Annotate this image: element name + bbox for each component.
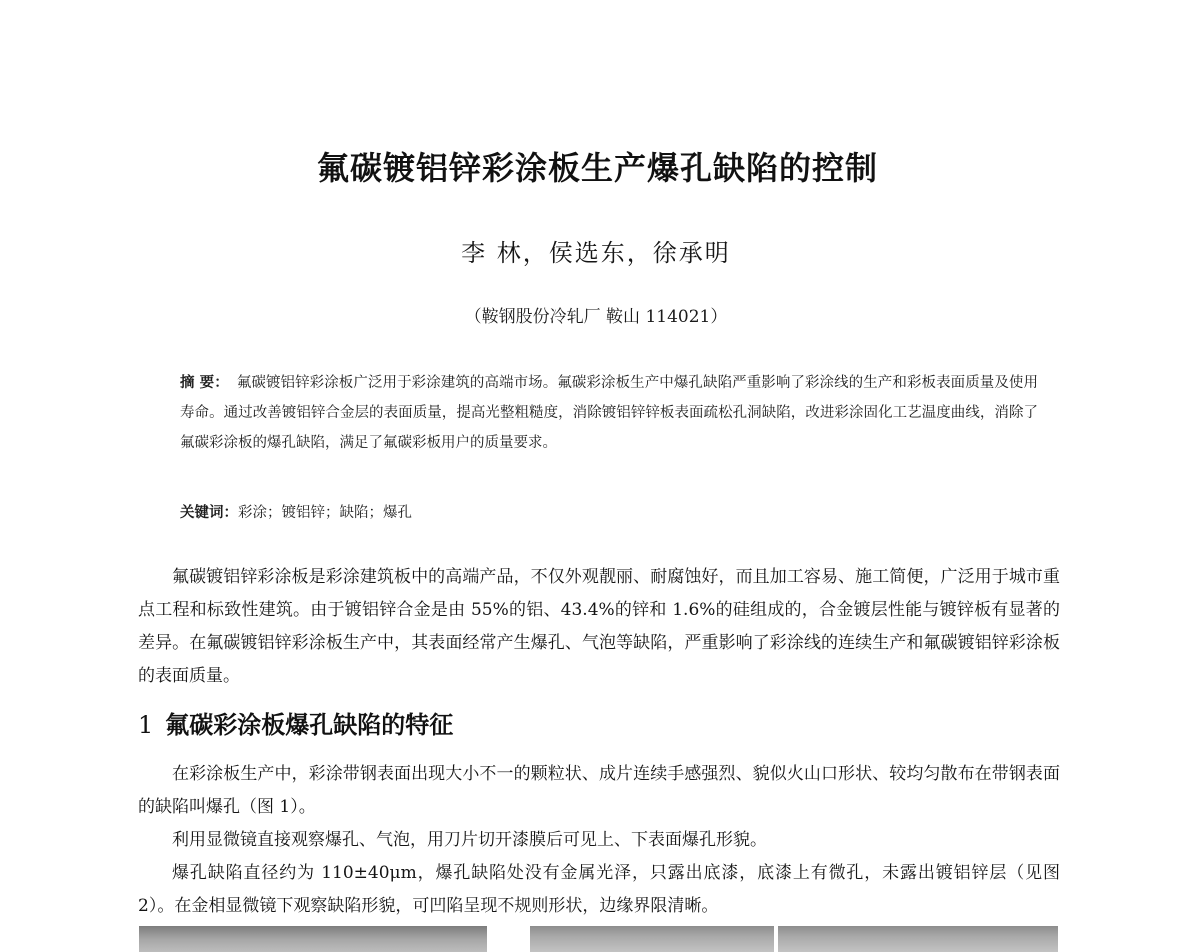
paper-title: 氟碳镀铝锌彩涂板生产爆孔缺陷的控制 (316, 149, 878, 187)
abstract-text: 氟碳镀铝锌彩涂板广泛用于彩涂建筑的高端市场。氟碳彩涂板生产中爆孔缺陷严重影响了彩涂线的生产和彩板表面质量及使用寿命。通过改善镀铝锌合金层的表面质量，提高光整粗糙度，消除镀铝锌锌板表面疏松孔洞缺陷，改进彩涂固化工艺温度曲线，消除了氟碳彩涂板的爆孔缺陷，满足了氟碳彩板用户的质量要求。 (180, 375, 1038, 451)
keywords-block (180, 498, 1038, 528)
figure-1-image (139, 926, 487, 952)
section-paragraph: 在彩涂板生产中，彩涂带钢表面出现大小不一的颗粒状、成片连续手感强烈、貌似火山口形状、较均匀散布在带钢表面的缺陷叫爆孔（图 1）。 (138, 764, 1060, 817)
keywords-label: 关键词： (180, 505, 238, 521)
keywords-text: 彩涂；镀铝锌；缺陷；爆孔 (238, 505, 412, 521)
figure-2b-image (778, 926, 1058, 952)
author-list: 李 林，侯选东，徐承明 (461, 239, 731, 267)
abstract-block (180, 368, 1038, 458)
section-paragraph: 利用显微镜直接观察爆孔、气泡，用刀片切开漆膜后可见上、下表面爆孔形貌。 (172, 830, 767, 850)
figure-2a-image (530, 926, 774, 952)
section-title: 氟碳彩涂板爆孔缺陷的特征 (165, 711, 454, 739)
section-paragraph: 爆孔缺陷直径约为 110±40μm，爆孔缺陷处没有金属光泽，只露出底漆，底漆上有微孔，未露出镀铝锌层（见图 2）。在金相显微镜下观察缺陷形貌，可凹陷呈现不规则形状，边缘界限清晰。 (138, 863, 1060, 916)
section-number: 1 (138, 711, 154, 739)
affiliation: （鞍钢股份冷轧厂 鞍山 114021） (464, 307, 728, 327)
intro-paragraph: 氟碳镀铝锌彩涂板是彩涂建筑板中的高端产品，不仅外观靓丽、耐腐蚀好，而且加工容易、施工简便，广泛用于城市重点工程和标致性建筑。由于镀铝锌合金是由 55%的铝、43.4%的锌和 1.6%的硅组成的，合金镀层性能与镀锌板有显著的差异。在氟碳镀铝锌彩涂板生产中，其表面经常产生爆孔、气泡等缺陷，严重影响了彩涂线的连续生产和氟碳镀铝锌彩涂板的表面质量。 (138, 567, 1060, 686)
section-heading (138, 705, 453, 740)
abstract-label: 摘 要： (180, 375, 229, 391)
